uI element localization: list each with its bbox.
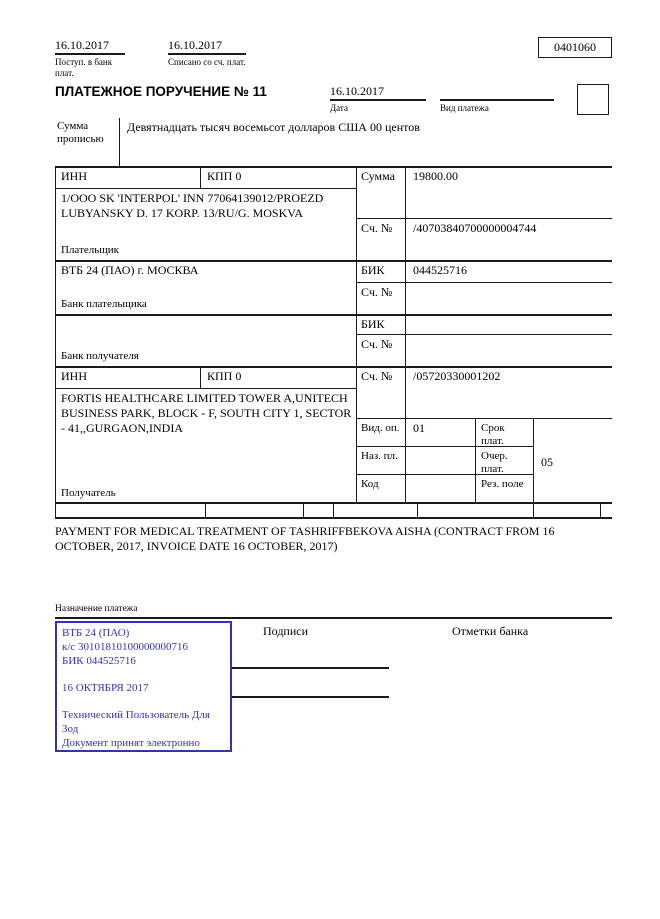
payer-bank-name: ВТБ 24 (ПАО) г. МОСКВА [61,263,199,277]
signatures-caption: Подписи [263,624,309,638]
payment-kind-field [440,84,554,114]
amount-divider [119,118,120,166]
payer-bank-section-border [55,314,612,316]
table-top-border [55,166,612,168]
priority-value: 05 [541,455,553,469]
signature-line-1 [232,667,389,669]
beneficiary-caption: Получатель [61,487,116,499]
strip-bottom-border [55,517,612,519]
inn-kpp-divider-1 [200,166,201,188]
document-date-field [330,84,426,114]
stamp-accepted: Документ принят электронно [62,737,200,749]
received-date-underline [55,53,125,55]
payer-bank-caption: Банк плательщика [61,298,147,310]
payer-account-label: Сч. № [361,221,393,235]
payer-caption: Плательщик [61,244,119,256]
strip-divider-5 [533,504,534,517]
purpose-text: PAYMENT FOR MEDICAL TREATMENT OF TASHRIFFBEKOVA AISHA (CONTRACT FROM 16 OCTOBER, 2017, INVOICE DATE 16 OCTOBER, 2017) [55,524,555,553]
debited-date-field [168,38,246,68]
strip-divider-2 [303,504,304,517]
payment-kind-underline [440,99,554,101]
debited-date-value: 16.10.2017 [168,38,222,52]
name-label-divider [356,166,357,502]
beneficiary-account-value: /05720330001202 [413,369,501,383]
strip-divider-6 [600,504,601,517]
table-left-border [55,166,56,502]
op-value-divider [475,418,476,502]
label-value-divider [405,166,406,502]
pay-purpose-code-label: Наз. пл. [361,450,398,462]
stamp-spacer [62,668,225,681]
beneficiary-bank-section-border [55,366,612,368]
bank-stamp [55,621,232,752]
payment-kind-value [440,84,554,98]
beneficiary-bank-bik-label: БИК [361,317,385,331]
stamp-bik: БИК 044525716 [62,655,136,667]
payer-bank-bik-value: 044525716 [413,263,467,277]
debited-date-underline [168,53,246,55]
payer-section-border [55,260,612,262]
received-date-field [55,38,125,79]
document-date-underline [330,99,426,101]
document-date-value: 16.10.2017 [330,84,384,98]
stamp-corr-account: к/с 30101810100000000716 [62,641,189,653]
strip-divider-3 [333,504,334,517]
payer-inn-label: ИНН [61,169,87,183]
document-date-label: Дата [330,102,348,113]
requisites-table [55,166,612,504]
payer-bank-bik-label: БИК [361,263,385,277]
reserve-label: Рез. поле [481,478,524,490]
srok-value-divider [533,418,534,502]
document-title: ПЛАТЕЖНОЕ ПОРУЧЕНИЕ № 11 [55,84,267,99]
code-label: Код [361,478,379,490]
received-date-value: 16.10.2017 [55,38,109,52]
bik1-row-divider [356,282,612,283]
beneficiary-account-label: Сч. № [361,369,393,383]
debited-date-label: Списано со сч. плат. [168,56,246,67]
form-code-box [538,37,612,58]
op-kind-label: Вид. оп. [361,422,400,434]
bik2-row-divider [356,334,612,335]
beneficiary-bank-account-label: Сч. № [361,337,393,351]
inn2-row-divider [55,388,356,389]
form-code-value: 0401060 [554,40,596,54]
inn-row-divider [55,188,356,189]
payer-kpp-label: КПП 0 [207,169,242,183]
payer-name: 1/OOO SK 'INTERPOL' INN 77064139012/PROEZD LUBYANSKY D. 17 KORP. 13/RU/G. MOSKVA [61,191,324,220]
sum-label: Сумма [361,169,395,183]
purpose-bottom-border [55,617,612,619]
op-kind-value: 01 [413,421,425,435]
beneficiary-bank-caption: Банк получателя [61,350,139,362]
status-box [577,84,609,115]
payer-account-value: /40703840700000004744 [413,221,537,235]
beneficiary-kpp-label: КПП 0 [207,369,242,383]
payer-bank-account-label: Сч. № [361,285,393,299]
stamp-spacer [62,695,225,708]
tax-fields-strip [55,504,612,519]
payment-kind-label: Вид платежа [440,102,489,113]
bank-marks-caption: Отметки банка [452,624,529,638]
due-date-label: Срок плат. [481,422,505,447]
sum-account-divider [356,218,612,219]
priority-label: Очер. плат. [481,450,508,475]
stamp-bank-name: ВТБ 24 (ПАО) [62,627,130,639]
strip-divider-1 [205,504,206,517]
strip-left-border [55,504,56,517]
amount-in-words-row [55,118,612,166]
stamp-operator: Технический Пользователь Для Зод [62,709,210,735]
beneficiary-inn-label: ИНН [61,369,87,383]
sum-value: 19800.00 [413,169,458,183]
amount-in-words-label: Сумма прописью [57,120,104,145]
account2-op-divider [356,418,612,419]
amount-in-words-value: Девятнадцать тысяч восемьсот долларов США 00 центов [127,120,420,134]
stamp-date: 16 ОКТЯБРЯ 2017 [62,682,149,694]
purpose-caption: Назначение платежа [55,604,138,614]
received-date-label: Поступ. в банк плат. [55,56,113,78]
strip-divider-4 [417,504,418,517]
signature-line-2 [232,696,389,698]
inn-kpp-divider-2 [200,366,201,388]
beneficiary-name: FORTIS HEALTHCARE LIMITED TOWER A,UNITECH BUSINESS PARK, BLOCK - F, SOUTH CITY 1, SECTOR - 41,,GURGAON,INDIA [61,391,352,435]
